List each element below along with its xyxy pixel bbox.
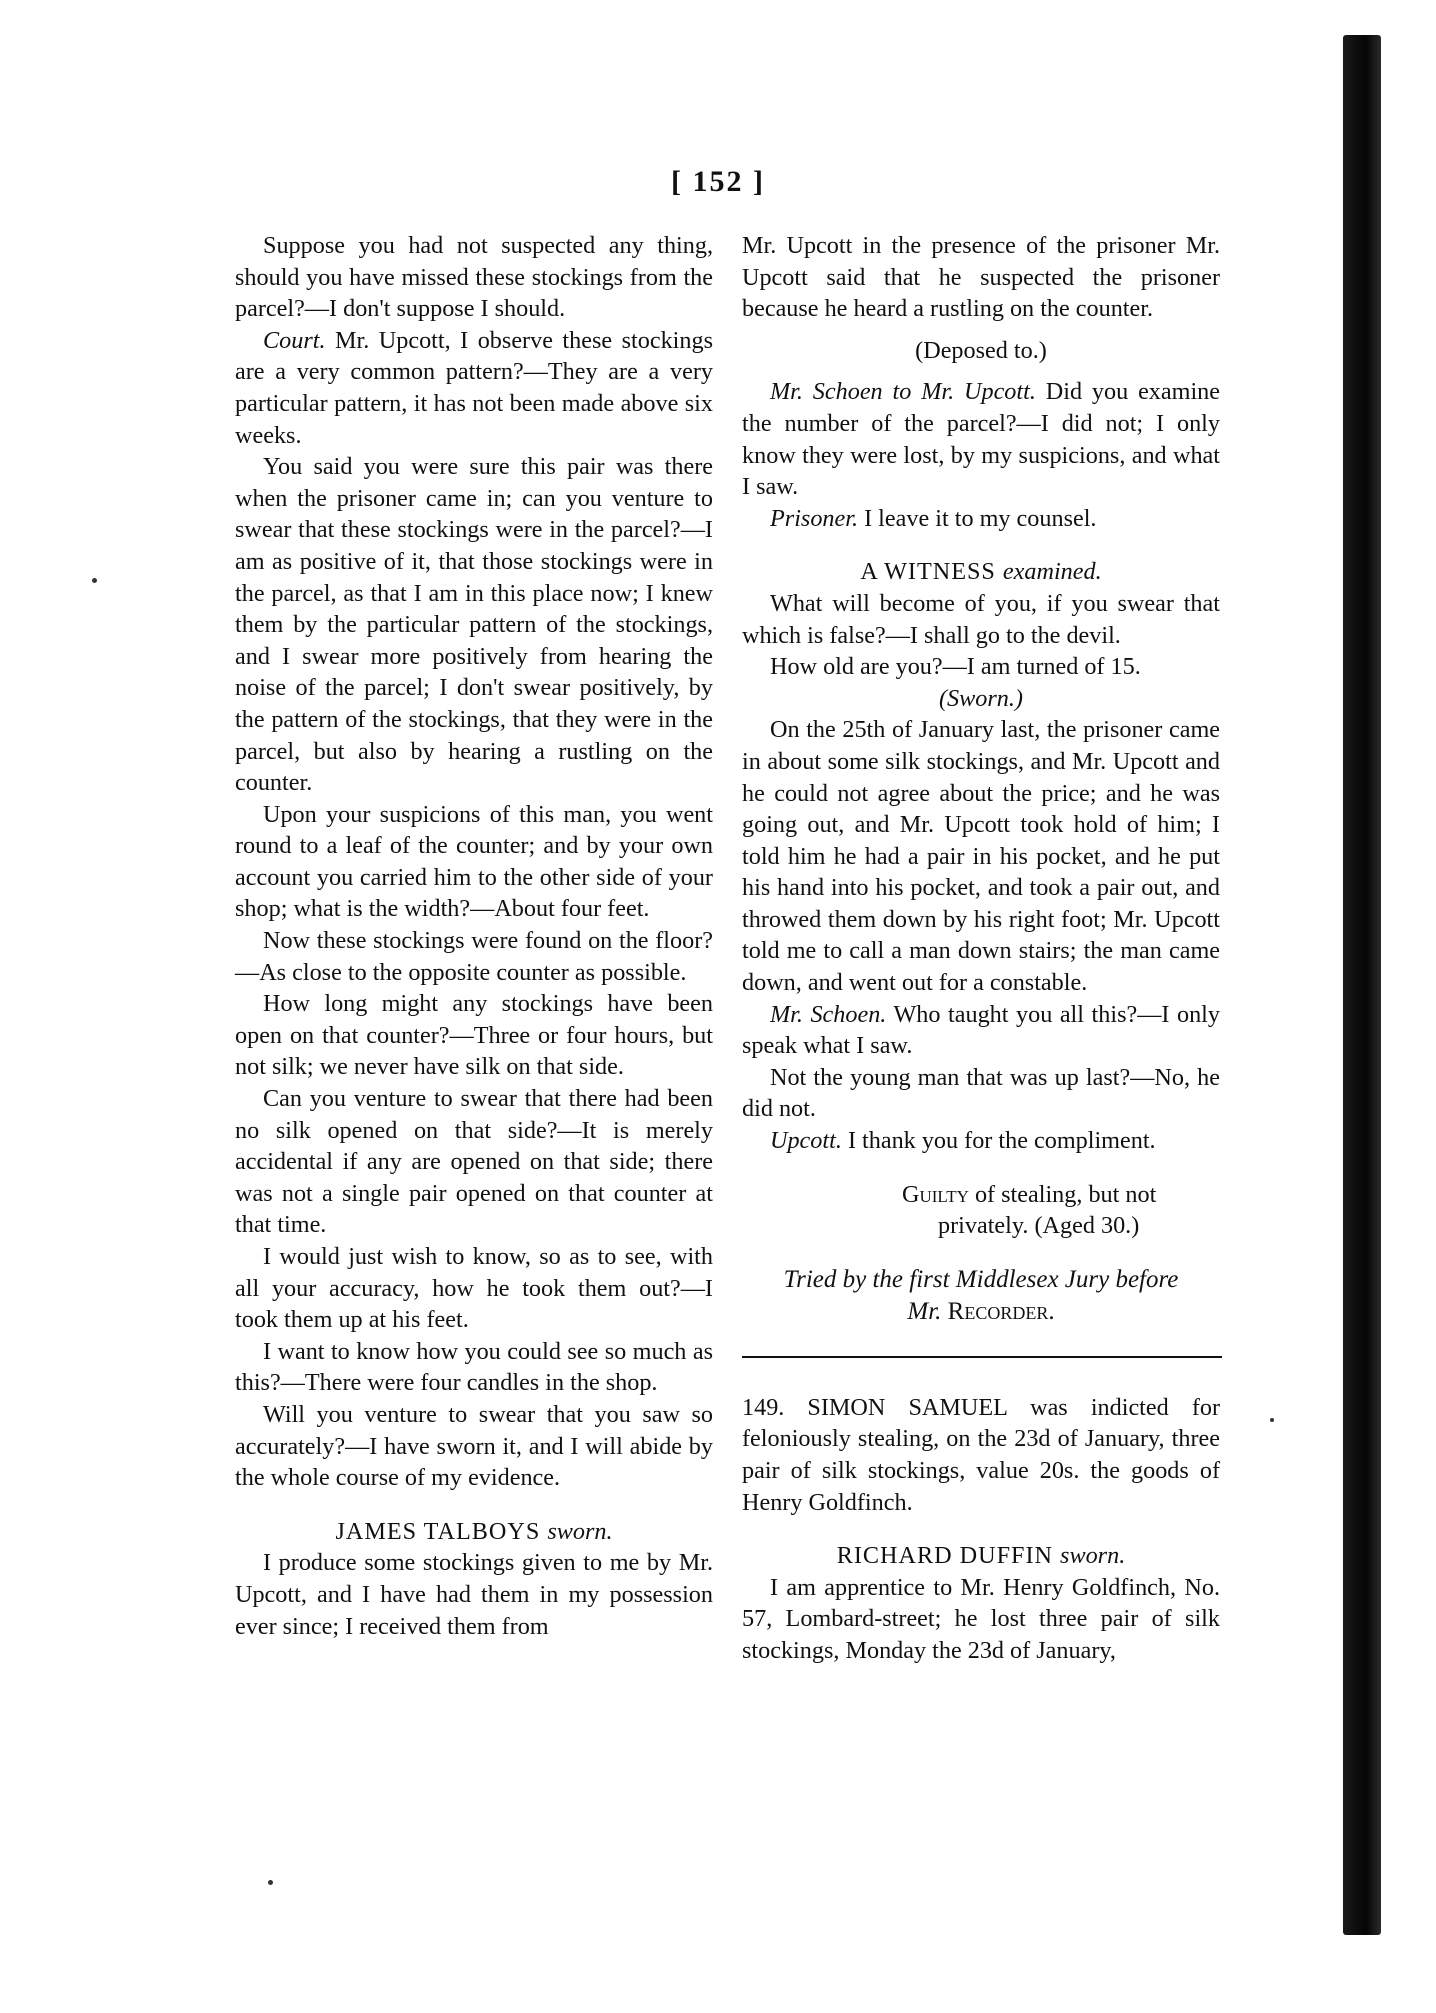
speaker-label: Mr. Schoen. bbox=[770, 1000, 887, 1028]
witness-name: RICHARD DUFFIN bbox=[836, 1542, 1053, 1570]
paragraph: You said you were sure this pair was there when the prisoner came in; can you venture to swear that these stockings were in the parcel?—I am as positive of it, that those stockings were in the parcel, as that I am in this place now; I knew them by the particular pattern of the stockings, and I swear more positively from hearing the noise of the parcel; I don't swear positively, by the pattern of the stockings, that they were in the parcel, but also by hearing a rustling on the counter. bbox=[235, 453, 713, 797]
witness-heading bbox=[235, 1516, 713, 1548]
speaker-label: Court. bbox=[263, 326, 326, 354]
paragraph: I produce some stockings given to me by Mr. Upcott, and I have had them in my possession ever since; I received them from bbox=[235, 1549, 713, 1640]
paragraph: Not the young man that was up last?—No, he did not. bbox=[742, 1063, 1220, 1123]
paragraph bbox=[742, 999, 1220, 1062]
paragraph: Mr. Upcott in the presence of the prisoner Mr. Upcott said that he suspected the prisoner because he heard a rustling on the counter. bbox=[742, 232, 1220, 323]
witness-heading bbox=[742, 1540, 1220, 1572]
speaker-label: Prisoner. bbox=[770, 504, 859, 532]
ink-speck bbox=[1270, 1418, 1274, 1422]
tried-recorder: Recorder. bbox=[947, 1297, 1055, 1325]
paragraph: Will you venture to swear that you saw so accurately?—I have sworn it, and I will abide by the whole course of my evidence. bbox=[235, 1400, 713, 1492]
speaker-label: Upcott. bbox=[770, 1127, 842, 1155]
witness-tag: examined. bbox=[1002, 558, 1102, 586]
paragraph: Upon your suspicions of this man, you went round to a leaf of the counter; and by your own account you carried him to the other side of your shop; what is the width?—About four feet. bbox=[235, 800, 713, 923]
paragraph-text: I thank you for the compliment. bbox=[847, 1127, 1156, 1155]
paragraph: How old are you?—I am turned of 15. bbox=[770, 653, 1141, 681]
ink-speck bbox=[92, 578, 97, 583]
witness-heading bbox=[742, 556, 1220, 588]
tried-line-1: Tried by the first Middlesex Jury before bbox=[783, 1265, 1179, 1293]
case-number: 149. bbox=[742, 1393, 785, 1421]
paragraph-text: Who taught you all this?—I only speak what I saw. bbox=[742, 1000, 1220, 1060]
verdict bbox=[742, 1179, 1220, 1242]
paragraph bbox=[742, 1125, 1220, 1157]
paragraph: Can you venture to swear that there had been no silk opened on that side?—It is merely accidental if any are opened on that side; there was not a single pair opened on that counter at that time. bbox=[235, 1085, 713, 1239]
paragraph-text: I leave it to my counsel. bbox=[864, 504, 1097, 532]
paragraph: Now these stockings were found on the floor?—As close to the opposite counter as possible. bbox=[235, 927, 713, 986]
paragraph: I would just wish to know, so as to see, with all your accuracy, how he took them out?—I took them up at his feet. bbox=[235, 1243, 713, 1334]
binding-edge-shadow bbox=[1343, 35, 1381, 1935]
witness-tag: sworn. bbox=[547, 1517, 613, 1545]
paragraph-text: Did you examine the number of the parcel?—I did not; I only know they were lost, by my suspicions, and what I saw. bbox=[742, 378, 1221, 501]
deposed-note: (Deposed to.) bbox=[915, 336, 1047, 364]
paragraph bbox=[235, 325, 713, 451]
paragraph: I want to know how you could see so much as this?—There were four candles in the shop. bbox=[235, 1337, 713, 1397]
case-text: was indicted for feloniously stealing, on the 23d of January, three pair of silk stockings, value 20s. the goods of Henry Goldfinch. bbox=[742, 1393, 1221, 1516]
section-divider bbox=[742, 1356, 1222, 1358]
tried-line bbox=[742, 1264, 1220, 1328]
paragraph: On the 25th of January last, the prisoner came in about some silk stockings, and Mr. Upcott and he could not agree about the price; and he was going out, and Mr. Upcott took hold of him; I told him he had a pair in his pocket, and he put his hand into his pocket, and took a pair out, and throwed them down by his right foot; Mr. Upcott told me to call a man down stairs; the man came down, and went out for a constable. bbox=[742, 716, 1220, 997]
paragraph: Suppose you had not suspected any thing, should you have missed these stockings from the parcel?—I don't suppose I should. bbox=[235, 232, 713, 323]
verdict-text-2: privately. (Aged 30.) bbox=[938, 1212, 1140, 1240]
verdict-guilty: Guilty bbox=[902, 1180, 969, 1208]
ink-speck bbox=[268, 1880, 273, 1885]
left-column bbox=[235, 230, 713, 1642]
page-number: [ 152 ] bbox=[671, 165, 765, 198]
witness-name: A WITNESS bbox=[860, 558, 996, 586]
paragraph-text: Mr. Upcott, I observe these stockings are a very common pattern?—They are a very particular pattern, it has not been made above six weeks. bbox=[235, 326, 714, 449]
verdict-text: of stealing, but not bbox=[974, 1180, 1157, 1208]
right-column bbox=[742, 230, 1220, 1667]
sworn-note: (Sworn.) bbox=[939, 684, 1023, 712]
paragraph bbox=[742, 503, 1220, 535]
paragraph: I am apprentice to Mr. Henry Goldfinch, No. 57, Lombard-street; he lost three pair of silk stockings, Monday the 23d of January, bbox=[742, 1573, 1220, 1664]
witness-tag: sworn. bbox=[1060, 1542, 1126, 1570]
paragraph: How long might any stockings have been open on that counter?—Three or four hours, but not silk; we never have silk on that side. bbox=[235, 990, 713, 1081]
speaker-label: Mr. Schoen to Mr. Upcott. bbox=[770, 378, 1036, 406]
tried-mr: Mr. bbox=[907, 1297, 942, 1325]
paragraph: What will become of you, if you swear that which is false?—I shall go to the devil. bbox=[742, 589, 1220, 649]
paragraph bbox=[742, 376, 1220, 502]
witness-name: JAMES TALBOYS bbox=[335, 1517, 541, 1545]
case-name: SIMON SAMUEL bbox=[807, 1393, 1008, 1421]
case-indictment bbox=[742, 1392, 1220, 1518]
